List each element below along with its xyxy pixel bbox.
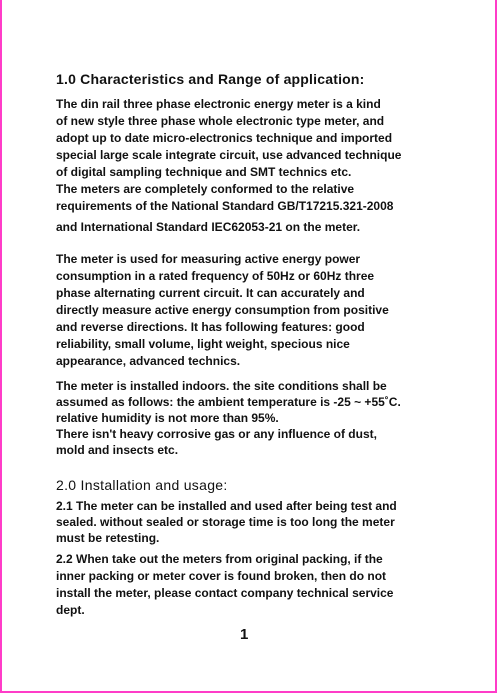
text-line: install the meter, please contact company technical service	[56, 586, 394, 600]
text-line: of new style three phase whole electronic type meter, and	[56, 114, 385, 128]
section1-heading: 1.0 Characteristics and Range of application:	[56, 71, 365, 87]
text-line: and reverse directions. It has following features: good	[56, 320, 365, 334]
text-line: 2.1 The meter can be installed and used after being test and	[56, 499, 397, 513]
text-line: must be retesting.	[56, 531, 160, 545]
text-line: There isn't heavy corrosive gas or any influence of dust,	[56, 427, 377, 441]
text-line: requirements of the National Standard GB/T17215.321-2008	[56, 199, 394, 213]
text-line: phase alternating current circuit. It can accurately and	[56, 286, 365, 300]
text-line: and International Standard IEC62053-21 on the meter.	[56, 220, 361, 234]
section1-paragraph-2	[56, 251, 476, 370]
section1-paragraph-1	[56, 96, 476, 236]
section2-paragraph-1	[56, 498, 476, 546]
text-line: sealed. without sealed or storage time is too long the meter	[56, 515, 395, 529]
text-line: The meters are completely conformed to the relative	[56, 182, 355, 196]
text-line: directly measure active energy consumption from positive	[56, 303, 389, 317]
page-number: 1	[240, 626, 249, 643]
text-line: appearance, advanced technics.	[56, 354, 241, 368]
section2-heading: 2.0 Installation and usage:	[56, 477, 228, 493]
text-line: of digital sampling technique and SMT technics etc.	[56, 165, 352, 179]
text-line: The din rail three phase electronic energy meter is a kind	[56, 97, 381, 111]
section2-paragraph-2	[56, 551, 476, 619]
text-line: The meter is used for measuring active energy power	[56, 252, 361, 266]
text-line: consumption in a rated frequency of 50Hz or 60Hz three	[56, 269, 375, 283]
text-line: mold and insects etc.	[56, 443, 179, 457]
text-line: 2.2 When take out the meters from original packing, if the	[56, 552, 383, 566]
text-line: special large scale integrate circuit, use advanced technique	[56, 148, 402, 162]
text-line: inner packing or meter cover is found broken, then do not	[56, 569, 387, 583]
text-line: dept.	[56, 603, 85, 617]
text-line: relative humidity is not more than 95%.	[56, 411, 279, 425]
text-line: adopt up to date micro-electronics technique and imported	[56, 131, 393, 145]
section1-paragraph-3	[56, 378, 476, 458]
text-line: assumed as follows: the ambient temperature is -25 ~ +55˚C.	[56, 395, 401, 409]
text-line: reliability, small volume, light weight, specious nice	[56, 337, 350, 351]
text-line: The meter is installed indoors. the site conditions shall be	[56, 379, 387, 393]
page-border-left	[0, 0, 2, 693]
